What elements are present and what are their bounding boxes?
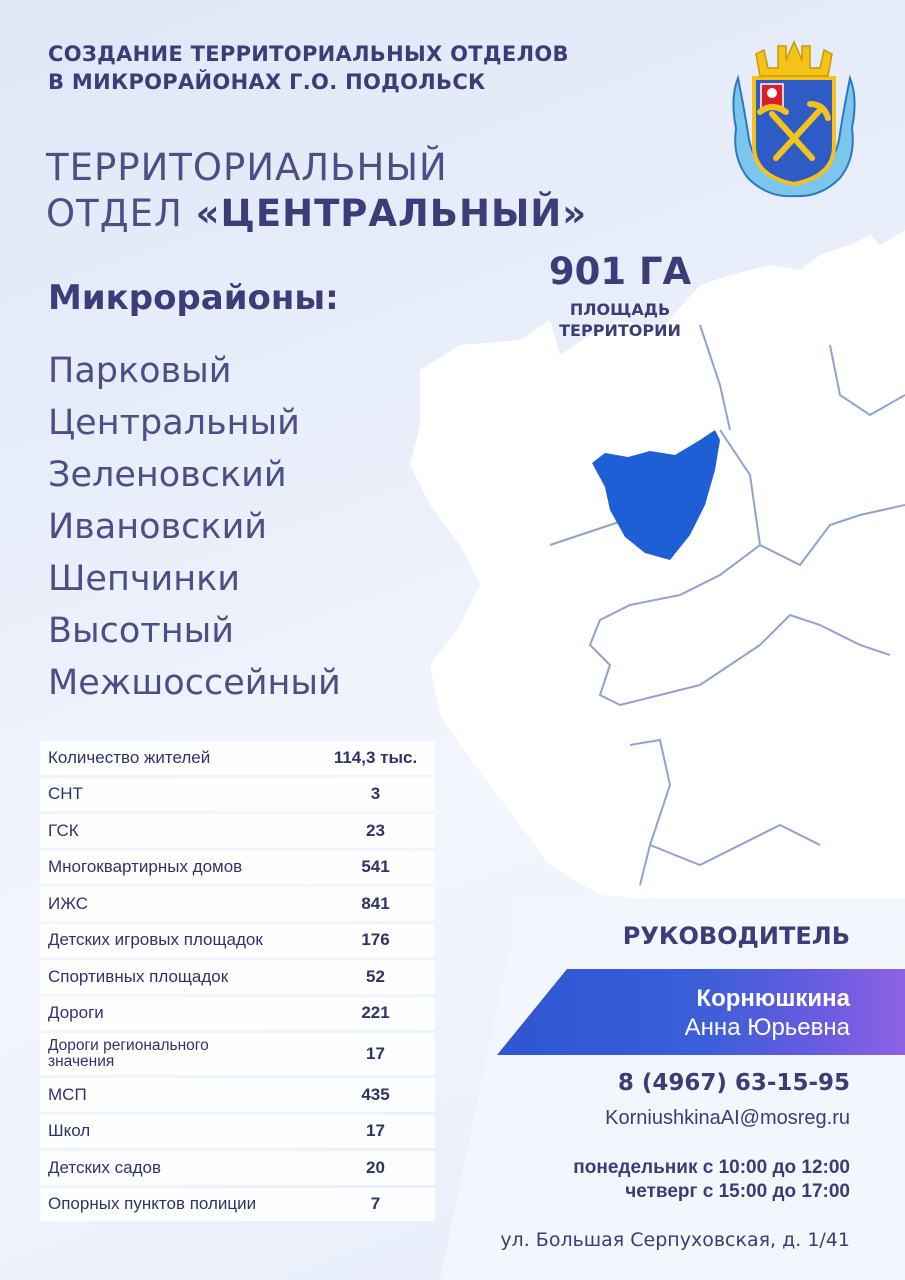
- reception-hours: [573, 1156, 850, 1204]
- stat-value: 20: [366, 1157, 385, 1177]
- stat-value: 114,3 тыс.: [333, 747, 418, 767]
- microdistrict-item: Зеленовский: [48, 455, 287, 495]
- stat-value: 541: [361, 857, 390, 877]
- stat-row: [40, 924, 435, 958]
- stat-value: 7: [370, 1194, 381, 1214]
- stat-value: 52: [366, 966, 385, 986]
- stat-label-text: Дороги регионального значения: [48, 1037, 209, 1070]
- microdistrict-item: Шепчинки: [48, 559, 241, 599]
- stat-label: Школ: [48, 1121, 91, 1141]
- microdistrict-item: Парковый: [48, 351, 232, 391]
- head-email[interactable]: KorniushkinaAI@mosreg.ru: [605, 1107, 850, 1129]
- header-title-line1: СОЗДАНИЕ ТЕРРИТОРИАЛЬНЫХ ОТДЕЛОВ: [48, 42, 569, 66]
- head-phone[interactable]: 8 (4967) 63-15-95: [617, 1070, 850, 1096]
- microdistricts-heading: Микрорайоны:: [48, 278, 339, 318]
- stat-value: 841: [361, 893, 390, 913]
- stats-table: [40, 741, 435, 1224]
- stat-row: [40, 887, 435, 921]
- stat-label: СНТ: [48, 784, 83, 804]
- stat-label: Спортивных площадок: [48, 966, 229, 986]
- stat-row: [40, 960, 435, 994]
- stat-value: 17: [366, 1121, 385, 1141]
- area-label-line2: ТЕРРИТОРИИ: [559, 321, 681, 340]
- department-name: «ЦЕНТРАЛЬНЫЙ»: [195, 192, 588, 235]
- department-title-prefix: ОТДЕЛ: [46, 192, 196, 235]
- stat-row: [40, 1115, 435, 1149]
- reception-hours-line1: понедельник с 10:00 до 12:00: [573, 1157, 850, 1178]
- microdistrict-item: Высотный: [48, 611, 234, 651]
- stat-label: ИЖС: [48, 893, 89, 913]
- stat-value: 435: [361, 1084, 390, 1104]
- stat-row: [40, 814, 435, 848]
- stat-label: Детских садов: [48, 1157, 162, 1177]
- stat-value: 3: [370, 784, 381, 804]
- stat-label: Детских игровых площадок: [48, 930, 263, 950]
- header-title: [48, 40, 569, 96]
- microdistrict-item: Межшоссейный: [48, 663, 341, 703]
- department-title: [46, 145, 587, 237]
- microdistricts-list: [48, 345, 341, 709]
- area-info: [520, 250, 720, 341]
- microdistrict-item: Ивановский: [48, 507, 268, 547]
- stat-row: [40, 741, 435, 775]
- stat-value: 17: [366, 1044, 385, 1063]
- area-label-line1: ПЛОЩАДЬ: [569, 300, 671, 319]
- stat-value: 176: [361, 930, 390, 950]
- area-value: 901 ГА: [548, 250, 692, 293]
- stat-label: Количество жителей: [48, 747, 211, 767]
- office-address: ул. Большая Серпуховская, д. 1/41: [500, 1229, 850, 1251]
- podolsk-coat-of-arms-icon: [728, 38, 860, 200]
- stat-row: [40, 851, 435, 885]
- stat-row: [40, 778, 435, 812]
- stat-label: [40, 1038, 316, 1070]
- header-title-line2: В МИКРОРАЙОНАХ Г.О. ПОДОЛЬСК: [48, 70, 486, 94]
- stat-row: [40, 1078, 435, 1112]
- stat-label: ГСК: [48, 820, 79, 840]
- stat-label: Опорных пунктов полиции: [48, 1194, 257, 1214]
- stat-row: [40, 997, 435, 1031]
- head-surname: Корнюшкина: [696, 985, 850, 1012]
- contact-panel-edge: [440, 898, 520, 1280]
- reception-hours-line2: четверг с 15:00 до 17:00: [625, 1181, 850, 1202]
- stat-row: [40, 1151, 435, 1185]
- stat-row: [40, 1033, 435, 1075]
- stat-row: [40, 1188, 435, 1222]
- stat-label: Многоквартирных домов: [48, 857, 243, 877]
- head-title: РУКОВОДИТЕЛЬ: [622, 922, 850, 950]
- microdistrict-item: Центральный: [48, 403, 300, 443]
- stat-label: МСП: [48, 1084, 87, 1104]
- department-title-line1: ТЕРРИТОРИАЛЬНЫЙ: [46, 146, 448, 189]
- stat-label: Дороги: [48, 1003, 104, 1023]
- stat-value: 23: [366, 820, 385, 840]
- stat-value: 221: [361, 1003, 390, 1023]
- head-given-names: Анна Юрьевна: [684, 1014, 850, 1041]
